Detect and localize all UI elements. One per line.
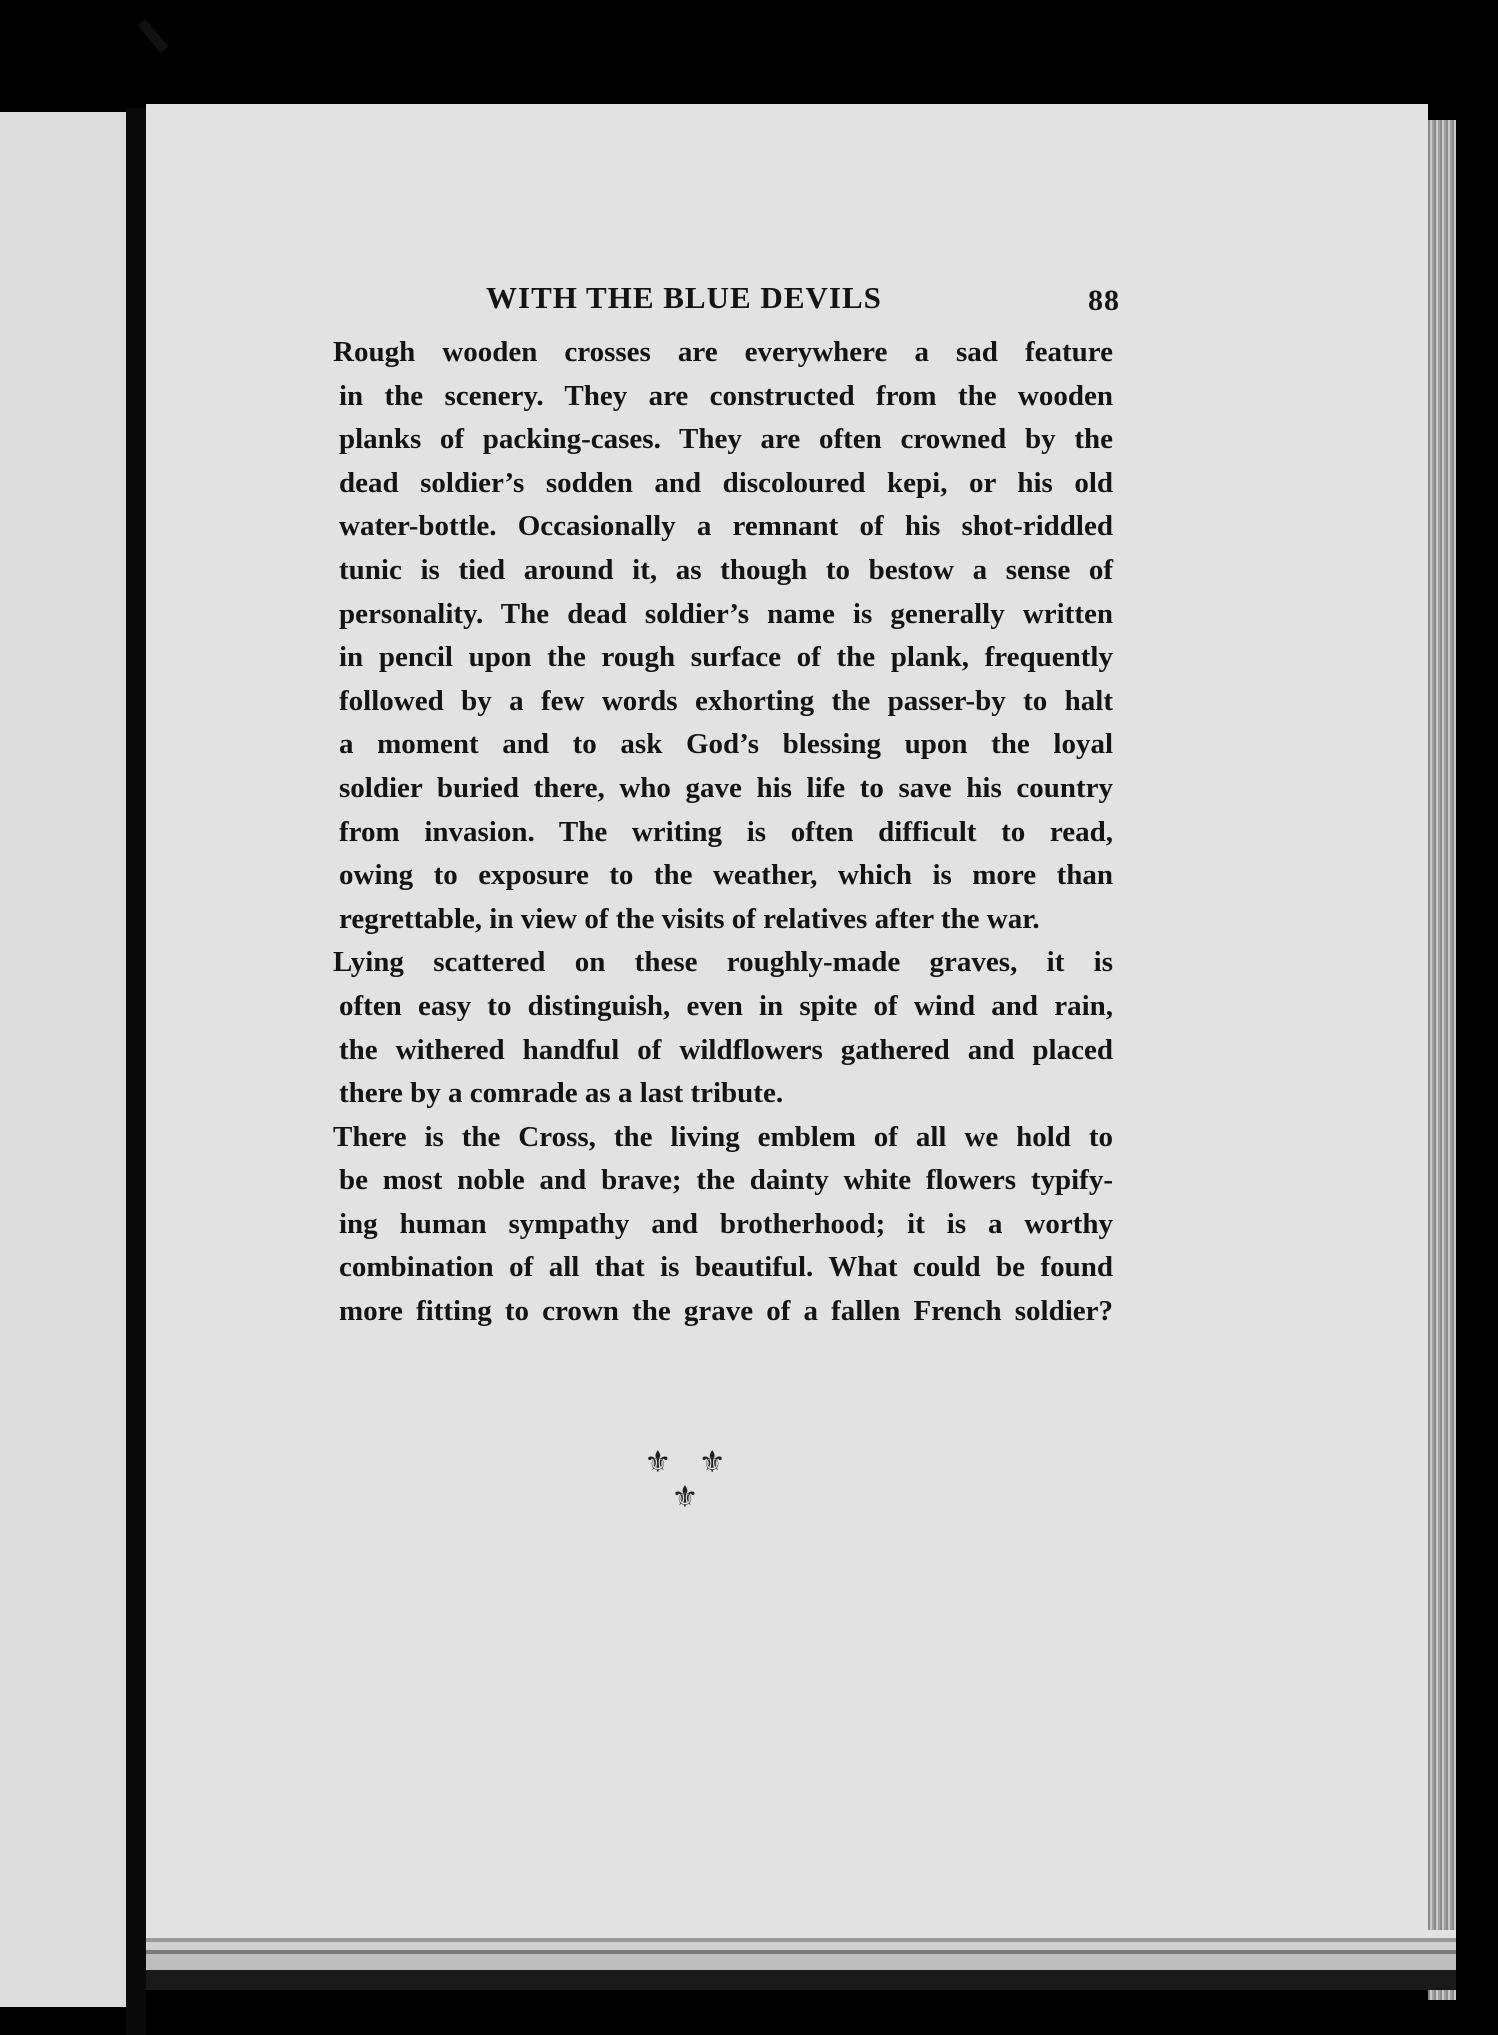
paragraph [283, 1116, 1113, 1334]
text-line: personality. The dead soldier’s name is generally written [339, 597, 1113, 630]
text-line: water-bottle. Occasionally a remnant of his shot-riddled [339, 510, 1113, 543]
text-line: Rough wooden crosses are everywhere a sad feature [333, 336, 1113, 368]
text-line: followed by a few words exhorting the passer-by to halt [339, 684, 1113, 717]
text-line: often easy to distinguish, even in spite of wind and rain, [339, 989, 1113, 1022]
text-line: be most noble and brave; the dainty white flowers typify- [339, 1164, 1113, 1197]
paragraph [283, 941, 1113, 1115]
page-stack-edge [1428, 120, 1456, 2000]
text-line: there by a comrade as a last tribute. [339, 1077, 784, 1110]
body-text [283, 331, 1113, 1334]
text-line: more fitting to crown the grave of a fallen French soldier? [339, 1295, 1113, 1328]
text-line: There is the Cross, the living emblem of all we hold to [333, 1120, 1113, 1153]
running-title: WITH THE BLUE DEVILS [486, 280, 882, 315]
text-line: regrettable, in view of the visits of relatives after the war. [339, 902, 1040, 935]
text-line: planks of packing-cases. They are often crowned by the [339, 423, 1113, 456]
text-line: the withered handful of wildflowers gathered and placed [339, 1033, 1113, 1066]
page-number: 88 [1088, 284, 1120, 317]
running-header [290, 280, 1120, 320]
text-line: dead soldier’s sodden and discoloured kepi, or his old [339, 466, 1113, 499]
text-line: ing human sympathy and brotherhood; it is a worthy [339, 1207, 1113, 1240]
text-line: owing to exposure to the weather, which is more than [339, 859, 1113, 892]
page-bottom-edge [146, 1930, 1456, 1990]
fleur-de-lis-ornament: ⚜ ⚜ ⚜ [644, 1446, 736, 1514]
book-spine [126, 108, 146, 2035]
text-line: tunic is tied around it, as though to bestow a sense of [339, 553, 1113, 586]
text-line: soldier buried there, who gave his life to save his country [339, 771, 1113, 804]
text-line: in pencil upon the rough surface of the plank, frequently [339, 641, 1113, 674]
paragraph [283, 331, 1113, 941]
text-line: combination of all that is beautiful. What could be found [339, 1251, 1113, 1284]
text-line: in the scenery. They are constructed from the wooden [339, 379, 1113, 412]
text-line: from invasion. The writing is often difficult to read, [339, 815, 1113, 848]
facing-page-edge [0, 112, 126, 2007]
text-line: a moment and to ask God’s blessing upon the loyal [339, 728, 1113, 761]
text-line: Lying scattered on these roughly-made graves, it is [333, 946, 1113, 979]
